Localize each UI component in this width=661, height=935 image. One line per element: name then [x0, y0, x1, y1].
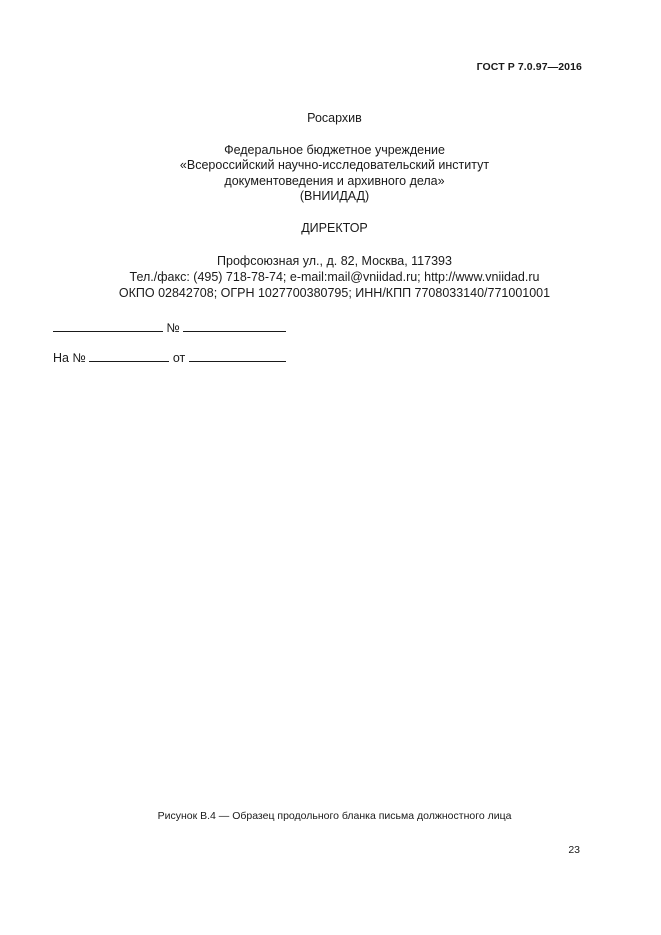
institution-line-1: Федеральное бюджетное учреждение [224, 143, 445, 157]
position-title: ДИРЕКТОР [301, 221, 368, 235]
date-blank [53, 319, 163, 332]
address-line: Профсоюзная ул., д. 82, Москва, 117393 [217, 254, 452, 268]
page-number: 23 [568, 844, 580, 856]
agency-name: Росархив [307, 111, 362, 125]
number-blank [183, 319, 286, 332]
institution-abbreviation: (ВНИИДАД) [299, 189, 370, 203]
number-sign: № [166, 321, 180, 335]
institution-line-3: документоведения и архивного дела» [224, 174, 445, 188]
registration-codes-line: ОКПО 02842708; ОГРН 1027700380795; ИНН/КПП 7708033140/771001001 [118, 286, 551, 300]
reply-date-blank [189, 349, 286, 362]
institution-line-2: «Всероссийский научно-исследовательский институт [179, 158, 490, 172]
contact-line: Тел./факс: (495) 718-78-74; e-mail:mail@vniidad.ru; http://www.vniidad.ru [129, 270, 540, 284]
reply-prefix: На № [53, 351, 86, 365]
standard-header: ГОСТ Р 7.0.97—2016 [476, 61, 582, 73]
from-word: от [172, 351, 186, 365]
outgoing-number-row [53, 319, 286, 336]
reply-reference-row [53, 349, 286, 366]
figure-caption: Рисунок В.4 — Образец продольного бланка письма должностного лица [157, 810, 512, 822]
reply-number-blank [89, 349, 169, 362]
